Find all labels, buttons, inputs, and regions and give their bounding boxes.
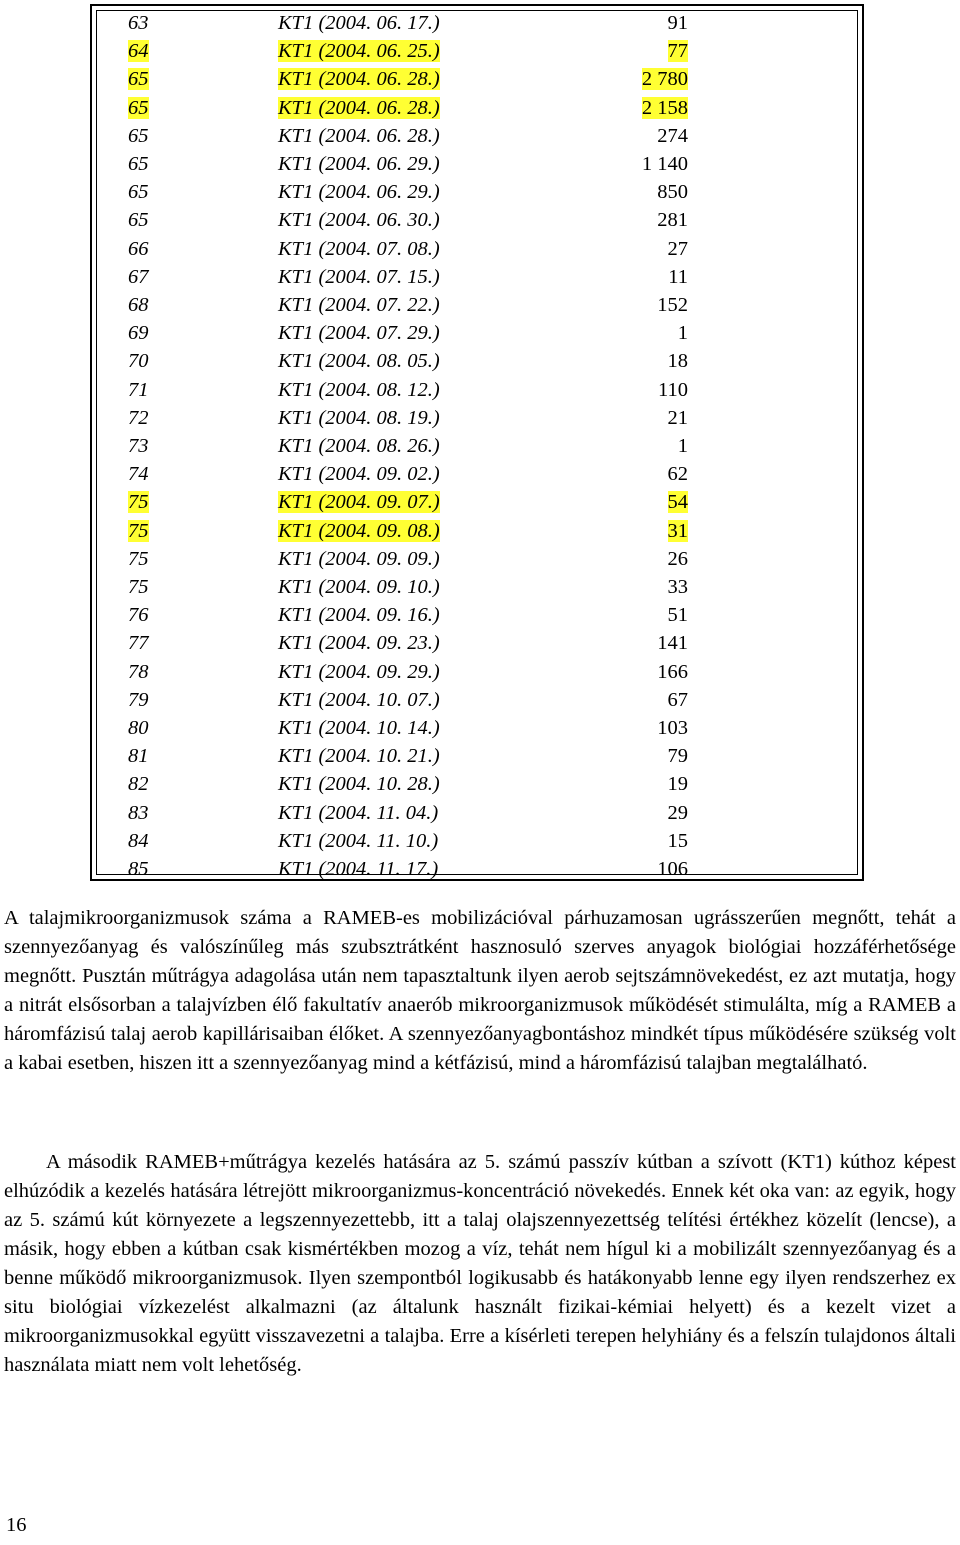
row-value: 29 (667, 801, 688, 824)
row-value: 79 (667, 745, 688, 768)
row-number: 76 (128, 604, 149, 627)
row-label: KT1 (2004. 09. 10.) (278, 576, 440, 599)
row-label: KT1 (2004. 08. 19.) (278, 406, 440, 429)
table-row (96, 206, 858, 234)
row-label: KT1 (2004. 09. 29.) (278, 660, 440, 683)
row-label: KT1 (2004. 07. 22.) (278, 294, 440, 317)
row-value: 106 (657, 858, 688, 881)
row-number: 65 (128, 124, 149, 147)
row-value: 281 (657, 209, 688, 232)
row-number: 85 (128, 858, 149, 881)
row-number: 75 (128, 491, 149, 514)
table-row (96, 629, 858, 657)
table-row (96, 855, 858, 883)
table-row (96, 545, 858, 573)
row-number: 75 (128, 576, 149, 599)
row-label: KT1 (2004. 10. 14.) (278, 717, 440, 740)
row-number: 66 (128, 237, 149, 260)
table-row (96, 263, 858, 291)
row-label: KT1 (2004. 09. 16.) (278, 604, 440, 627)
row-value: 152 (657, 294, 688, 317)
row-number: 65 (128, 181, 149, 204)
row-label: KT1 (2004. 11. 04.) (278, 801, 439, 824)
row-value: 274 (657, 124, 688, 147)
row-value: 27 (667, 237, 688, 260)
table-row (96, 347, 858, 375)
row-value: 1 140 (641, 153, 688, 176)
row-label: KT1 (2004. 09. 09.) (278, 547, 440, 570)
table-row (96, 404, 858, 432)
row-value: 850 (657, 181, 688, 204)
row-label: KT1 (2004. 09. 07.) (278, 491, 440, 514)
row-label: KT1 (2004. 07. 29.) (278, 322, 440, 345)
row-number: 69 (128, 322, 149, 345)
row-value: 103 (657, 717, 688, 740)
row-value: 67 (667, 688, 688, 711)
table-row (96, 432, 858, 460)
row-number: 70 (128, 350, 149, 373)
table-row (96, 319, 858, 347)
row-value: 1 (677, 435, 688, 458)
row-label: KT1 (2004. 07. 15.) (278, 265, 440, 288)
table-row (96, 686, 858, 714)
row-number: 63 (128, 12, 149, 34)
row-value: 77 (667, 40, 688, 63)
table-row (96, 714, 858, 742)
row-number: 72 (128, 406, 149, 429)
row-number: 79 (128, 688, 149, 711)
row-value: 31 (667, 519, 688, 542)
row-number: 68 (128, 294, 149, 317)
row-number: 71 (128, 378, 149, 401)
table-row (96, 573, 858, 601)
table-row (96, 9, 858, 37)
paragraph-2 (4, 1148, 956, 1380)
row-value: 51 (667, 604, 688, 627)
row-number: 65 (128, 209, 149, 232)
row-value: 19 (667, 773, 688, 796)
row-number: 78 (128, 660, 149, 683)
row-label: KT1 (2004. 10. 21.) (278, 745, 440, 768)
row-label: KT1 (2004. 06. 17.) (278, 12, 440, 34)
paragraph-1 (4, 904, 956, 1078)
row-number: 81 (128, 745, 149, 768)
row-number: 65 (128, 68, 149, 91)
row-value: 18 (667, 350, 688, 373)
table-row (96, 742, 858, 770)
row-value: 166 (657, 660, 688, 683)
data-table (96, 9, 858, 883)
row-number: 65 (128, 153, 149, 176)
row-number: 74 (128, 463, 149, 486)
row-label: KT1 (2004. 08. 05.) (278, 350, 440, 373)
row-number: 80 (128, 717, 149, 740)
row-number: 67 (128, 265, 149, 288)
table-row (96, 150, 858, 178)
table-row (96, 799, 858, 827)
row-value: 15 (667, 829, 688, 852)
row-value: 54 (667, 491, 688, 514)
row-value: 26 (667, 547, 688, 570)
row-value: 11 (668, 265, 688, 288)
row-number: 83 (128, 801, 149, 824)
table-row (96, 376, 858, 404)
row-label: KT1 (2004. 09. 02.) (278, 463, 440, 486)
row-value: 110 (658, 378, 688, 401)
row-label: KT1 (2004. 06. 28.) (278, 124, 440, 147)
row-label: KT1 (2004. 08. 26.) (278, 435, 440, 458)
row-number: 75 (128, 519, 149, 542)
row-label: KT1 (2004. 11. 17.) (278, 858, 439, 881)
paragraph-text: A talajmikroorganizmusok száma a RAMEB-es mobilizációval párhuzamosan ugrásszerűen megnőtt, tehát a szennyezőanyag és valószínűleg más szubsztrátként hasznosuló szerves anyagok biológiai hozzáférhetősége megnőtt. Pusztán műtrágya adagolása után nem tapasztaltunk ilyen aerob sejtszámnövekedést, ez azt mutatja, hogy a nitrát elsősorban a talajvízben élő fakultatív anaerób mikroorganizmusok működését stimulálta, míg a RAMEB a háromfázisú talaj aerob kapillárisaiban élőket. A szennyezőanyagbontáshoz mindkét típus működésére szükség volt a kabai esetben, hiszen itt a szennyezőanyag mind a kétfázisú, mind a háromfázisú talajban megtalálható. (4, 907, 956, 1074)
table-row (96, 601, 858, 629)
row-number: 82 (128, 773, 149, 796)
page-number: 16 (6, 1514, 27, 1536)
table-row (96, 658, 858, 686)
row-label: KT1 (2004. 06. 30.) (278, 209, 440, 232)
row-value: 62 (667, 463, 688, 486)
row-label: KT1 (2004. 09. 08.) (278, 519, 440, 542)
row-label: KT1 (2004. 06. 28.) (278, 96, 440, 119)
row-label: KT1 (2004. 11. 10.) (278, 829, 439, 852)
row-label: KT1 (2004. 08. 12.) (278, 378, 440, 401)
row-number: 84 (128, 829, 149, 852)
table-row (96, 827, 858, 855)
row-number: 73 (128, 435, 149, 458)
row-value: 2 780 (641, 68, 688, 91)
table-row (96, 517, 858, 545)
row-value: 1 (677, 322, 688, 345)
row-label: KT1 (2004. 06. 28.) (278, 68, 440, 91)
row-value: 141 (657, 632, 688, 655)
row-number: 75 (128, 547, 149, 570)
row-label: KT1 (2004. 06. 29.) (278, 181, 440, 204)
row-label: KT1 (2004. 10. 07.) (278, 688, 440, 711)
paragraph-text: A második RAMEB+műtrágya kezelés hatására az 5. számú passzív kútban a szívott (KT1) kúthoz képest elhúzódik a kezelés hatására létrejött mikroorganizmus-koncentráció növekedés. Ennek két oka van: az egyik, hogy az 5. számú kút környezete a legszennyezettebb, itt a talaj olajszennyezettség telítési értékhez közelít (lencse), a másik, hogy ebben a kútban csak kismértékben mozog a víz, tehát nem hígul ki a mobilizált szennyezőanyag és a benne működő mikroorganizmusok. Ilyen szempontból logikusabb és hatákonyabb lenne egy ilyen rendszerhez ex situ biológiai vízkezelést alkalmazni (az általunk használt fizikai-kémiai helyett) és a kezelt vizet a mikroorganizmusokkal együtt visszavezetni a talajba. Erre a kísérleti terepen helyhiány és a felszín tulajdonos általi használata miatt nem volt lehetőség. (4, 1151, 956, 1376)
row-number: 77 (128, 632, 149, 655)
row-value: 2 158 (641, 96, 688, 119)
row-label: KT1 (2004. 10. 28.) (278, 773, 440, 796)
table-row (96, 37, 858, 65)
row-number: 64 (128, 40, 149, 63)
table-row (96, 488, 858, 516)
row-label: KT1 (2004. 07. 08.) (278, 237, 440, 260)
table-row (96, 65, 858, 93)
table-row (96, 122, 858, 150)
table-row (96, 460, 858, 488)
row-value: 33 (667, 576, 688, 599)
row-value: 21 (667, 406, 688, 429)
table-row (96, 94, 858, 122)
row-label: KT1 (2004. 06. 29.) (278, 153, 440, 176)
table-row (96, 770, 858, 798)
row-value: 91 (667, 12, 688, 34)
table-row (96, 291, 858, 319)
row-label: KT1 (2004. 09. 23.) (278, 632, 440, 655)
row-number: 65 (128, 96, 149, 119)
table-row (96, 178, 858, 206)
table-row (96, 235, 858, 263)
row-label: KT1 (2004. 06. 25.) (278, 40, 440, 63)
